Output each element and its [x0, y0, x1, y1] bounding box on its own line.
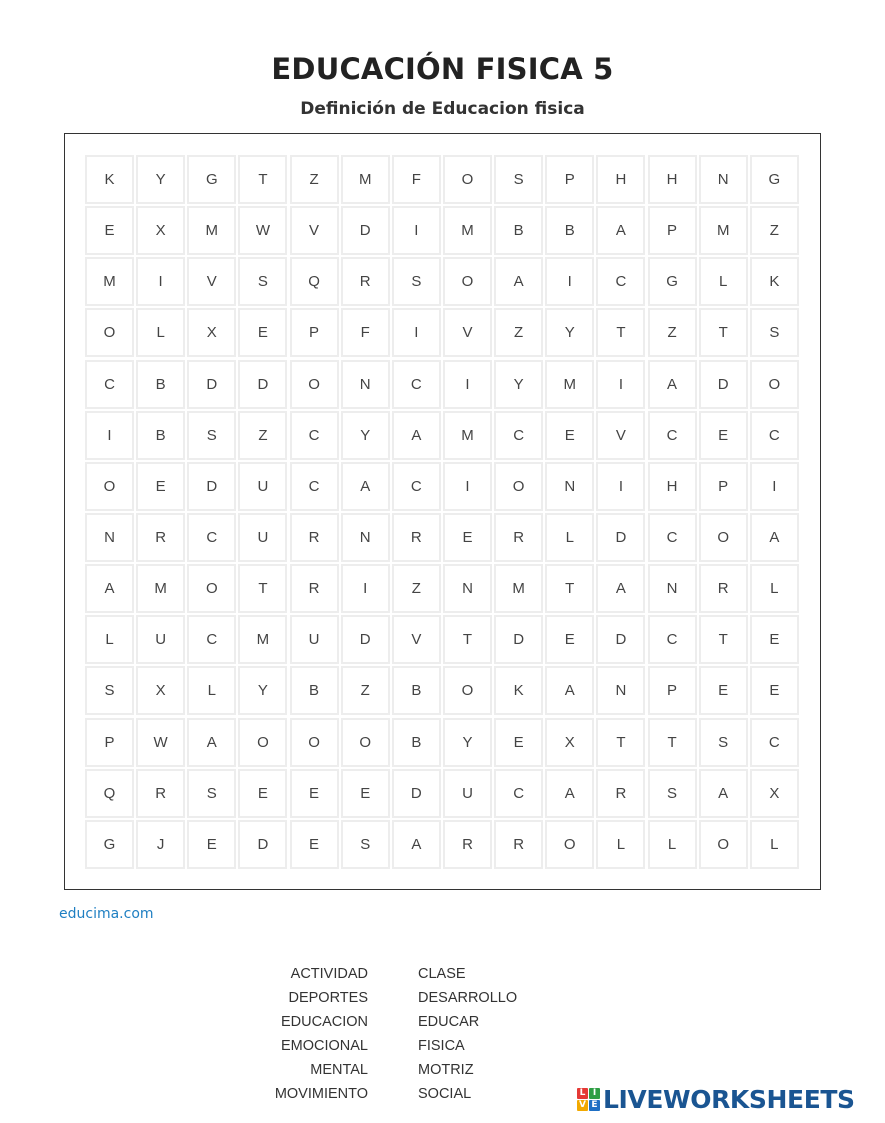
grid-cell[interactable]: X	[136, 206, 185, 255]
grid-cell[interactable]: B	[392, 718, 441, 767]
grid-cell[interactable]: T	[699, 615, 748, 664]
logo-tile: L	[577, 1088, 588, 1099]
grid-cell[interactable]: Z	[648, 308, 697, 357]
grid-cell[interactable]: Z	[341, 666, 390, 715]
grid-cell[interactable]: K	[494, 666, 543, 715]
grid-cell[interactable]: M	[187, 206, 236, 255]
grid-cell[interactable]: N	[699, 155, 748, 204]
grid-cell[interactable]: A	[392, 820, 441, 869]
grid-cell[interactable]: X	[136, 666, 185, 715]
grid-cell[interactable]: S	[187, 411, 236, 460]
grid-cell[interactable]: D	[596, 513, 645, 562]
word-list-item: MENTAL	[310, 1062, 368, 1078]
grid-cell[interactable]: C	[290, 462, 339, 511]
grid-cell[interactable]: E	[136, 462, 185, 511]
grid-cell[interactable]: Z	[238, 411, 287, 460]
grid-cell[interactable]: G	[648, 257, 697, 306]
grid-cell[interactable]: Q	[290, 257, 339, 306]
grid-cell[interactable]: D	[392, 769, 441, 818]
grid-cell[interactable]: Y	[238, 666, 287, 715]
grid-cell[interactable]: O	[443, 155, 492, 204]
grid-cell[interactable]: U	[136, 615, 185, 664]
grid-cell[interactable]: E	[545, 411, 594, 460]
grid-cell[interactable]: P	[85, 718, 134, 767]
grid-cell[interactable]: A	[392, 411, 441, 460]
grid-cell[interactable]: V	[443, 308, 492, 357]
grid-cell[interactable]: O	[699, 513, 748, 562]
grid-cell[interactable]: A	[85, 564, 134, 613]
grid-cell[interactable]: C	[85, 360, 134, 409]
grid-cell[interactable]: X	[545, 718, 594, 767]
grid-cell[interactable]: D	[596, 615, 645, 664]
page-title: EDUCACIÓN FISICA 5	[271, 52, 614, 86]
grid-cell[interactable]: D	[341, 615, 390, 664]
grid-cell[interactable]: B	[392, 666, 441, 715]
grid-cell[interactable]: O	[494, 462, 543, 511]
grid-cell[interactable]: G	[187, 155, 236, 204]
grid-cell[interactable]: L	[545, 513, 594, 562]
grid-cell[interactable]: C	[596, 257, 645, 306]
grid-cell[interactable]: R	[699, 564, 748, 613]
word-list-item: CLASE	[418, 966, 466, 982]
grid-cell[interactable]: I	[136, 257, 185, 306]
grid-cell[interactable]: E	[443, 513, 492, 562]
grid-cell[interactable]: O	[290, 718, 339, 767]
grid-cell[interactable]: M	[85, 257, 134, 306]
grid-cell[interactable]: D	[187, 462, 236, 511]
grid-cell[interactable]: R	[494, 820, 543, 869]
grid-cell[interactable]: O	[443, 257, 492, 306]
grid-cell[interactable]: A	[545, 769, 594, 818]
grid-cell[interactable]: F	[341, 308, 390, 357]
grid-cell[interactable]: C	[648, 615, 697, 664]
grid-cell[interactable]: L	[85, 615, 134, 664]
grid-cell[interactable]: N	[648, 564, 697, 613]
grid-cell[interactable]: L	[596, 820, 645, 869]
grid-cell[interactable]: E	[699, 666, 748, 715]
logo-tile: V	[577, 1100, 588, 1111]
grid-cell[interactable]: C	[750, 411, 799, 460]
grid-cell[interactable]: S	[648, 769, 697, 818]
grid-cell[interactable]: O	[290, 360, 339, 409]
grid-cell[interactable]: A	[596, 564, 645, 613]
word-list-item: MOVIMIENTO	[274, 1086, 368, 1102]
grid-cell[interactable]: O	[443, 666, 492, 715]
grid-cell[interactable]: S	[750, 308, 799, 357]
grid-cell[interactable]: V	[392, 615, 441, 664]
grid-cell[interactable]: D	[238, 820, 287, 869]
grid-cell[interactable]: U	[238, 462, 287, 511]
grid-cell[interactable]: I	[443, 462, 492, 511]
grid-cell[interactable]: P	[699, 462, 748, 511]
grid-cell[interactable]: F	[392, 155, 441, 204]
grid-cell[interactable]: I	[392, 308, 441, 357]
grid-cell[interactable]: B	[290, 666, 339, 715]
grid-cell[interactable]: O	[187, 564, 236, 613]
grid-cell[interactable]: B	[136, 360, 185, 409]
grid-cell[interactable]: A	[648, 360, 697, 409]
grid-cell[interactable]: A	[341, 462, 390, 511]
grid-cell[interactable]: N	[85, 513, 134, 562]
logo-tile: I	[589, 1088, 600, 1099]
grid-cell[interactable]: S	[187, 769, 236, 818]
grid-cell[interactable]: V	[596, 411, 645, 460]
grid-cell[interactable]: U	[238, 513, 287, 562]
grid-cell[interactable]: H	[648, 462, 697, 511]
grid-cell[interactable]: C	[494, 769, 543, 818]
grid-cell[interactable]: W	[136, 718, 185, 767]
grid-cell[interactable]: V	[290, 206, 339, 255]
grid-cell[interactable]: N	[341, 360, 390, 409]
grid-cell[interactable]: A	[699, 769, 748, 818]
grid-cell[interactable]: R	[443, 820, 492, 869]
grid-cell[interactable]: T	[443, 615, 492, 664]
logo-tile: E	[589, 1100, 600, 1111]
grid-cell[interactable]: T	[238, 155, 287, 204]
grid-cell[interactable]: O	[341, 718, 390, 767]
grid-cell[interactable]: A	[494, 257, 543, 306]
grid-cell[interactable]: N	[341, 513, 390, 562]
grid-cell[interactable]: J	[136, 820, 185, 869]
grid-cell[interactable]: D	[341, 206, 390, 255]
grid-cell[interactable]: Y	[341, 411, 390, 460]
grid-cell[interactable]: R	[341, 257, 390, 306]
grid-cell[interactable]: I	[750, 462, 799, 511]
grid-cell[interactable]: H	[596, 155, 645, 204]
grid-cell[interactable]: Q	[85, 769, 134, 818]
word-list-item: ACTIVIDAD	[290, 966, 368, 982]
credit-link[interactable]: educima.com	[59, 906, 154, 922]
word-list-item: EDUCAR	[418, 1014, 480, 1030]
grid-cell[interactable]: M	[494, 564, 543, 613]
word-list-item: SOCIAL	[418, 1086, 472, 1102]
grid-cell[interactable]: A	[187, 718, 236, 767]
grid-cell[interactable]: I	[443, 360, 492, 409]
grid-cell[interactable]: L	[750, 820, 799, 869]
grid-cell[interactable]: E	[750, 615, 799, 664]
grid-cell[interactable]: P	[290, 308, 339, 357]
grid-cell[interactable]: E	[699, 411, 748, 460]
grid-cell[interactable]: L	[699, 257, 748, 306]
grid-cell[interactable]: T	[648, 718, 697, 767]
grid-cell[interactable]: E	[290, 820, 339, 869]
grid-cell[interactable]: R	[290, 564, 339, 613]
grid-cell[interactable]: Y	[494, 360, 543, 409]
grid-cell[interactable]: C	[648, 513, 697, 562]
grid-cell[interactable]: T	[238, 564, 287, 613]
grid-cell[interactable]: S	[494, 155, 543, 204]
grid-cell[interactable]: M	[341, 155, 390, 204]
grid-cell[interactable]: S	[341, 820, 390, 869]
grid-cell[interactable]: M	[238, 615, 287, 664]
grid-cell[interactable]: O	[750, 360, 799, 409]
grid-cell[interactable]: C	[290, 411, 339, 460]
grid-cell[interactable]: G	[85, 820, 134, 869]
grid-cell[interactable]: C	[392, 462, 441, 511]
grid-cell[interactable]: L	[136, 308, 185, 357]
grid-cell[interactable]: R	[392, 513, 441, 562]
grid-cell[interactable]: E	[238, 769, 287, 818]
grid-cell[interactable]: C	[750, 718, 799, 767]
grid-cell[interactable]: I	[545, 257, 594, 306]
word-list-item: EMOCIONAL	[280, 1038, 368, 1054]
grid-cell[interactable]: O	[85, 462, 134, 511]
grid-cell[interactable]: O	[545, 820, 594, 869]
grid-cell[interactable]: X	[187, 308, 236, 357]
grid-cell[interactable]: K	[85, 155, 134, 204]
grid-cell[interactable]: U	[290, 615, 339, 664]
word-list-item: MOTRIZ	[418, 1062, 474, 1078]
grid-cell[interactable]: Z	[494, 308, 543, 357]
grid-cell[interactable]: C	[494, 411, 543, 460]
grid-cell[interactable]: B	[136, 411, 185, 460]
grid-cell[interactable]: Y	[443, 718, 492, 767]
grid-cell[interactable]: M	[136, 564, 185, 613]
grid-cell[interactable]: S	[699, 718, 748, 767]
page-subtitle: Definición de Educacion fisica	[300, 99, 585, 119]
grid-cell[interactable]: K	[750, 257, 799, 306]
grid-cell[interactable]: Z	[290, 155, 339, 204]
grid-cell[interactable]: C	[392, 360, 441, 409]
grid-cell[interactable]: Y	[545, 308, 594, 357]
grid-cell[interactable]: O	[699, 820, 748, 869]
grid-cell[interactable]: R	[596, 769, 645, 818]
grid-cell[interactable]: Y	[136, 155, 185, 204]
grid-cell[interactable]: I	[392, 206, 441, 255]
grid-cell[interactable]: P	[648, 206, 697, 255]
grid-cell[interactable]: A	[750, 513, 799, 562]
grid-cell[interactable]: B	[494, 206, 543, 255]
grid-cell[interactable]: L	[750, 564, 799, 613]
grid-cell[interactable]: A	[545, 666, 594, 715]
liveworksheets-logo-icon	[577, 1088, 600, 1111]
word-list-item: EDUCACION	[280, 1014, 368, 1030]
grid-cell[interactable]: N	[443, 564, 492, 613]
word-list-left-column	[240, 962, 368, 1106]
word-list-item: DEPORTES	[288, 990, 368, 1006]
grid-cell[interactable]: E	[238, 308, 287, 357]
grid-cell[interactable]: E	[545, 615, 594, 664]
grid-cell[interactable]: Z	[750, 206, 799, 255]
word-search-grid	[85, 155, 799, 869]
grid-cell[interactable]: L	[648, 820, 697, 869]
grid-cell[interactable]: R	[290, 513, 339, 562]
grid-cell[interactable]: E	[494, 718, 543, 767]
grid-cell[interactable]: S	[238, 257, 287, 306]
grid-cell[interactable]: C	[187, 513, 236, 562]
grid-cell[interactable]: M	[699, 206, 748, 255]
grid-cell[interactable]: H	[648, 155, 697, 204]
grid-cell[interactable]: D	[187, 360, 236, 409]
grid-cell[interactable]: Z	[392, 564, 441, 613]
grid-cell[interactable]: C	[187, 615, 236, 664]
grid-cell[interactable]: P	[545, 155, 594, 204]
grid-cell[interactable]: S	[85, 666, 134, 715]
grid-cell[interactable]: G	[750, 155, 799, 204]
grid-cell[interactable]: W	[238, 206, 287, 255]
grid-cell[interactable]: X	[750, 769, 799, 818]
grid-cell[interactable]: E	[290, 769, 339, 818]
grid-cell[interactable]: L	[187, 666, 236, 715]
grid-cell[interactable]: R	[494, 513, 543, 562]
grid-cell[interactable]: B	[545, 206, 594, 255]
grid-cell[interactable]: P	[648, 666, 697, 715]
grid-cell[interactable]: I	[596, 360, 645, 409]
grid-cell[interactable]: O	[238, 718, 287, 767]
grid-cell[interactable]: V	[187, 257, 236, 306]
grid-cell[interactable]: E	[341, 769, 390, 818]
grid-cell[interactable]: T	[596, 718, 645, 767]
word-list-item: FISICA	[418, 1038, 465, 1054]
grid-cell[interactable]: N	[545, 462, 594, 511]
grid-cell[interactable]: M	[443, 411, 492, 460]
grid-cell[interactable]: E	[187, 820, 236, 869]
grid-cell[interactable]: D	[699, 360, 748, 409]
grid-cell[interactable]: C	[648, 411, 697, 460]
liveworksheets-logo-text: LIVEWORKSHEETS	[603, 1084, 855, 1114]
grid-cell[interactable]: I	[341, 564, 390, 613]
grid-cell[interactable]: T	[699, 308, 748, 357]
grid-cell[interactable]: S	[392, 257, 441, 306]
grid-cell[interactable]: E	[750, 666, 799, 715]
grid-cell[interactable]: D	[494, 615, 543, 664]
grid-cell[interactable]: E	[85, 206, 134, 255]
grid-cell[interactable]: U	[443, 769, 492, 818]
liveworksheets-logo[interactable]	[577, 1083, 855, 1115]
grid-cell[interactable]: M	[545, 360, 594, 409]
word-list-item: DESARROLLO	[418, 990, 518, 1006]
grid-cell[interactable]: R	[136, 513, 185, 562]
word-list-right-column	[418, 962, 578, 1106]
grid-cell[interactable]: R	[136, 769, 185, 818]
grid-cell[interactable]: T	[596, 308, 645, 357]
grid-cell[interactable]: N	[596, 666, 645, 715]
grid-cell[interactable]: A	[596, 206, 645, 255]
grid-cell[interactable]: O	[85, 308, 134, 357]
grid-cell[interactable]: I	[596, 462, 645, 511]
grid-cell[interactable]: I	[85, 411, 134, 460]
grid-cell[interactable]: T	[545, 564, 594, 613]
grid-cell[interactable]: M	[443, 206, 492, 255]
grid-cell[interactable]: D	[238, 360, 287, 409]
